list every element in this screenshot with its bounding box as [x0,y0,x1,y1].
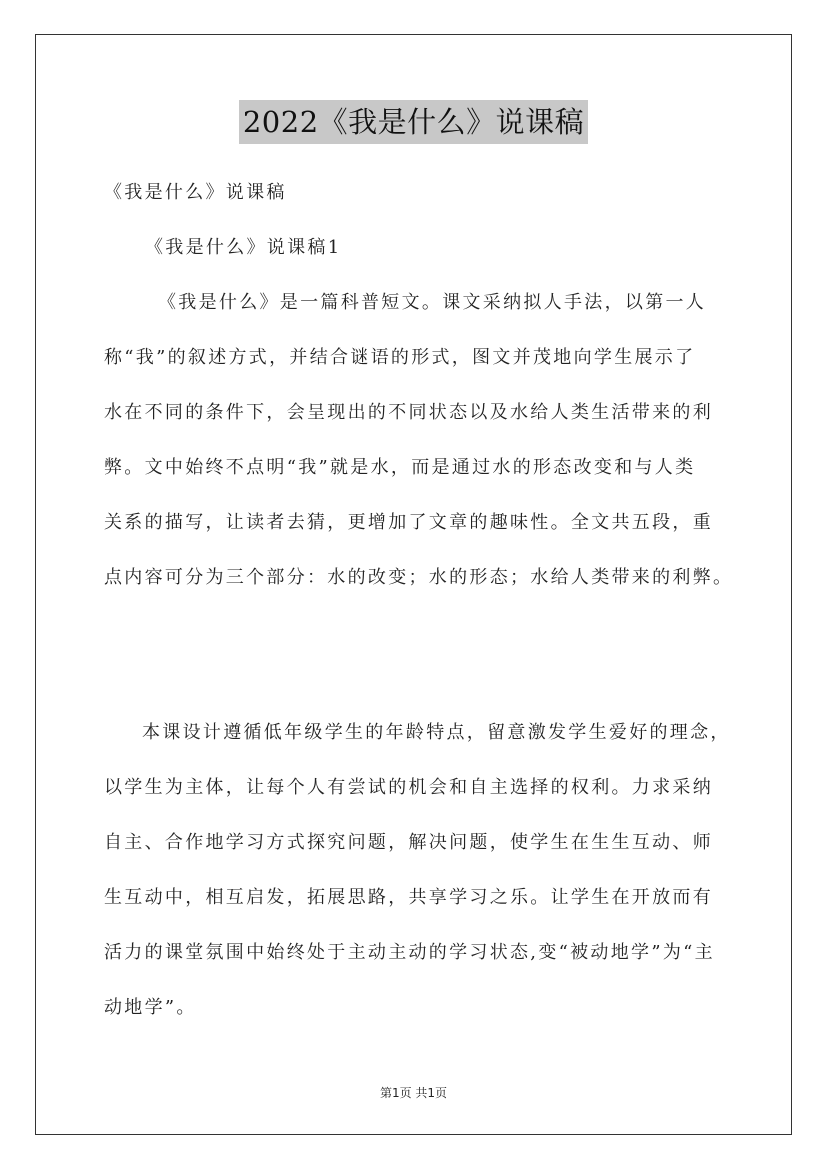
paragraph-1-line: 称“我”的叙述方式，并结合谜语的形式，图文并茂地向学生展示了 [104,347,696,368]
document-title: 2022《我是什么》说课稿 [239,100,588,144]
paragraph-1-line: 弊。文中始终不点明“我”就是水，而是通过水的形态改变和与人类 [104,457,696,478]
paragraph-1-line: 关系的描写，让读者去猜，更增加了文章的趣味性。全文共五段，重 [104,512,713,533]
paragraph-2-line: 动地学”。 [104,997,197,1018]
page-footer: 第1页 共1页 [379,1086,448,1100]
title-container [0,100,827,144]
paragraph-2-line: 以学生为主体，让每个人有尝试的机会和自主选择的权利。力求采纳 [104,777,713,798]
paragraph-2-line: 自主、合作地学习方式探究问题，解决问题，使学生在生生互动、师 [104,832,713,853]
paragraph-1-line: 点内容可分为三个部分：水的改变；水的形态；水给人类带来的利弊。 [104,567,734,588]
section-heading: 《我是什么》说课稿1 [145,237,342,258]
document-subtitle: 《我是什么》说课稿 [104,182,287,203]
paragraph-2-line: 本课设计遵循低年级学生的年龄特点，留意激发学生爱好的理念， [142,722,731,743]
paragraph-1-line: 《我是什么》是一篇科普短文。课文采纳拟人手法，以第一人 [158,292,707,313]
paragraph-2-line: 生互动中，相互启发，拓展思路，共享学习之乐。让学生在开放而有 [104,887,713,908]
paragraph-1-line: 水在不同的条件下，会呈现出的不同状态以及水给人类生活带来的利 [104,402,713,423]
paragraph-2-line: 活力的课堂氛围中始终处于主动主动的学习状态,变“被动地学”为“主 [104,942,715,963]
